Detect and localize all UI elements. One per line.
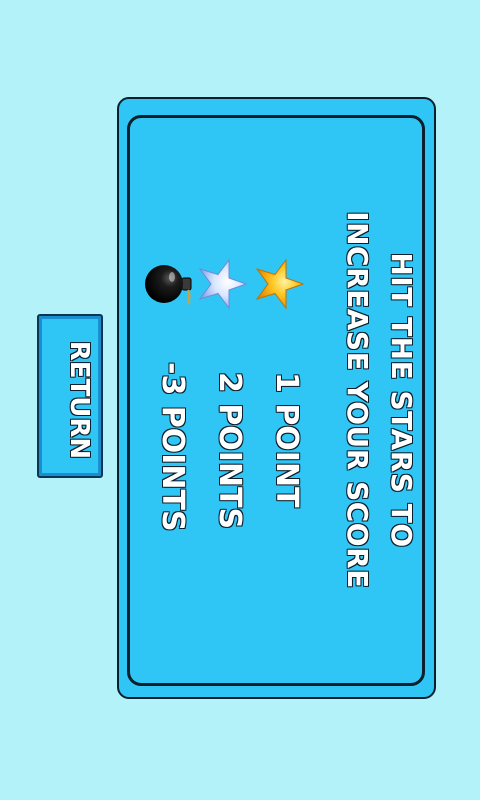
instructions-title-line-2: INCREASE YOUR SCORE [341, 211, 374, 589]
bomb-points-label: -3 POINTS [155, 362, 190, 532]
bomb-icon [142, 258, 194, 310]
instructions-title-line-1: HIT THE STARS TO [385, 252, 418, 548]
gold-star-icon [253, 258, 305, 310]
gold-star-points-label: 1 POINT [269, 372, 304, 508]
return-button-label[interactable]: RETURN [64, 340, 94, 460]
blue-star-points-label: 2 POINTS [212, 372, 247, 530]
blue-star-icon [196, 258, 248, 310]
